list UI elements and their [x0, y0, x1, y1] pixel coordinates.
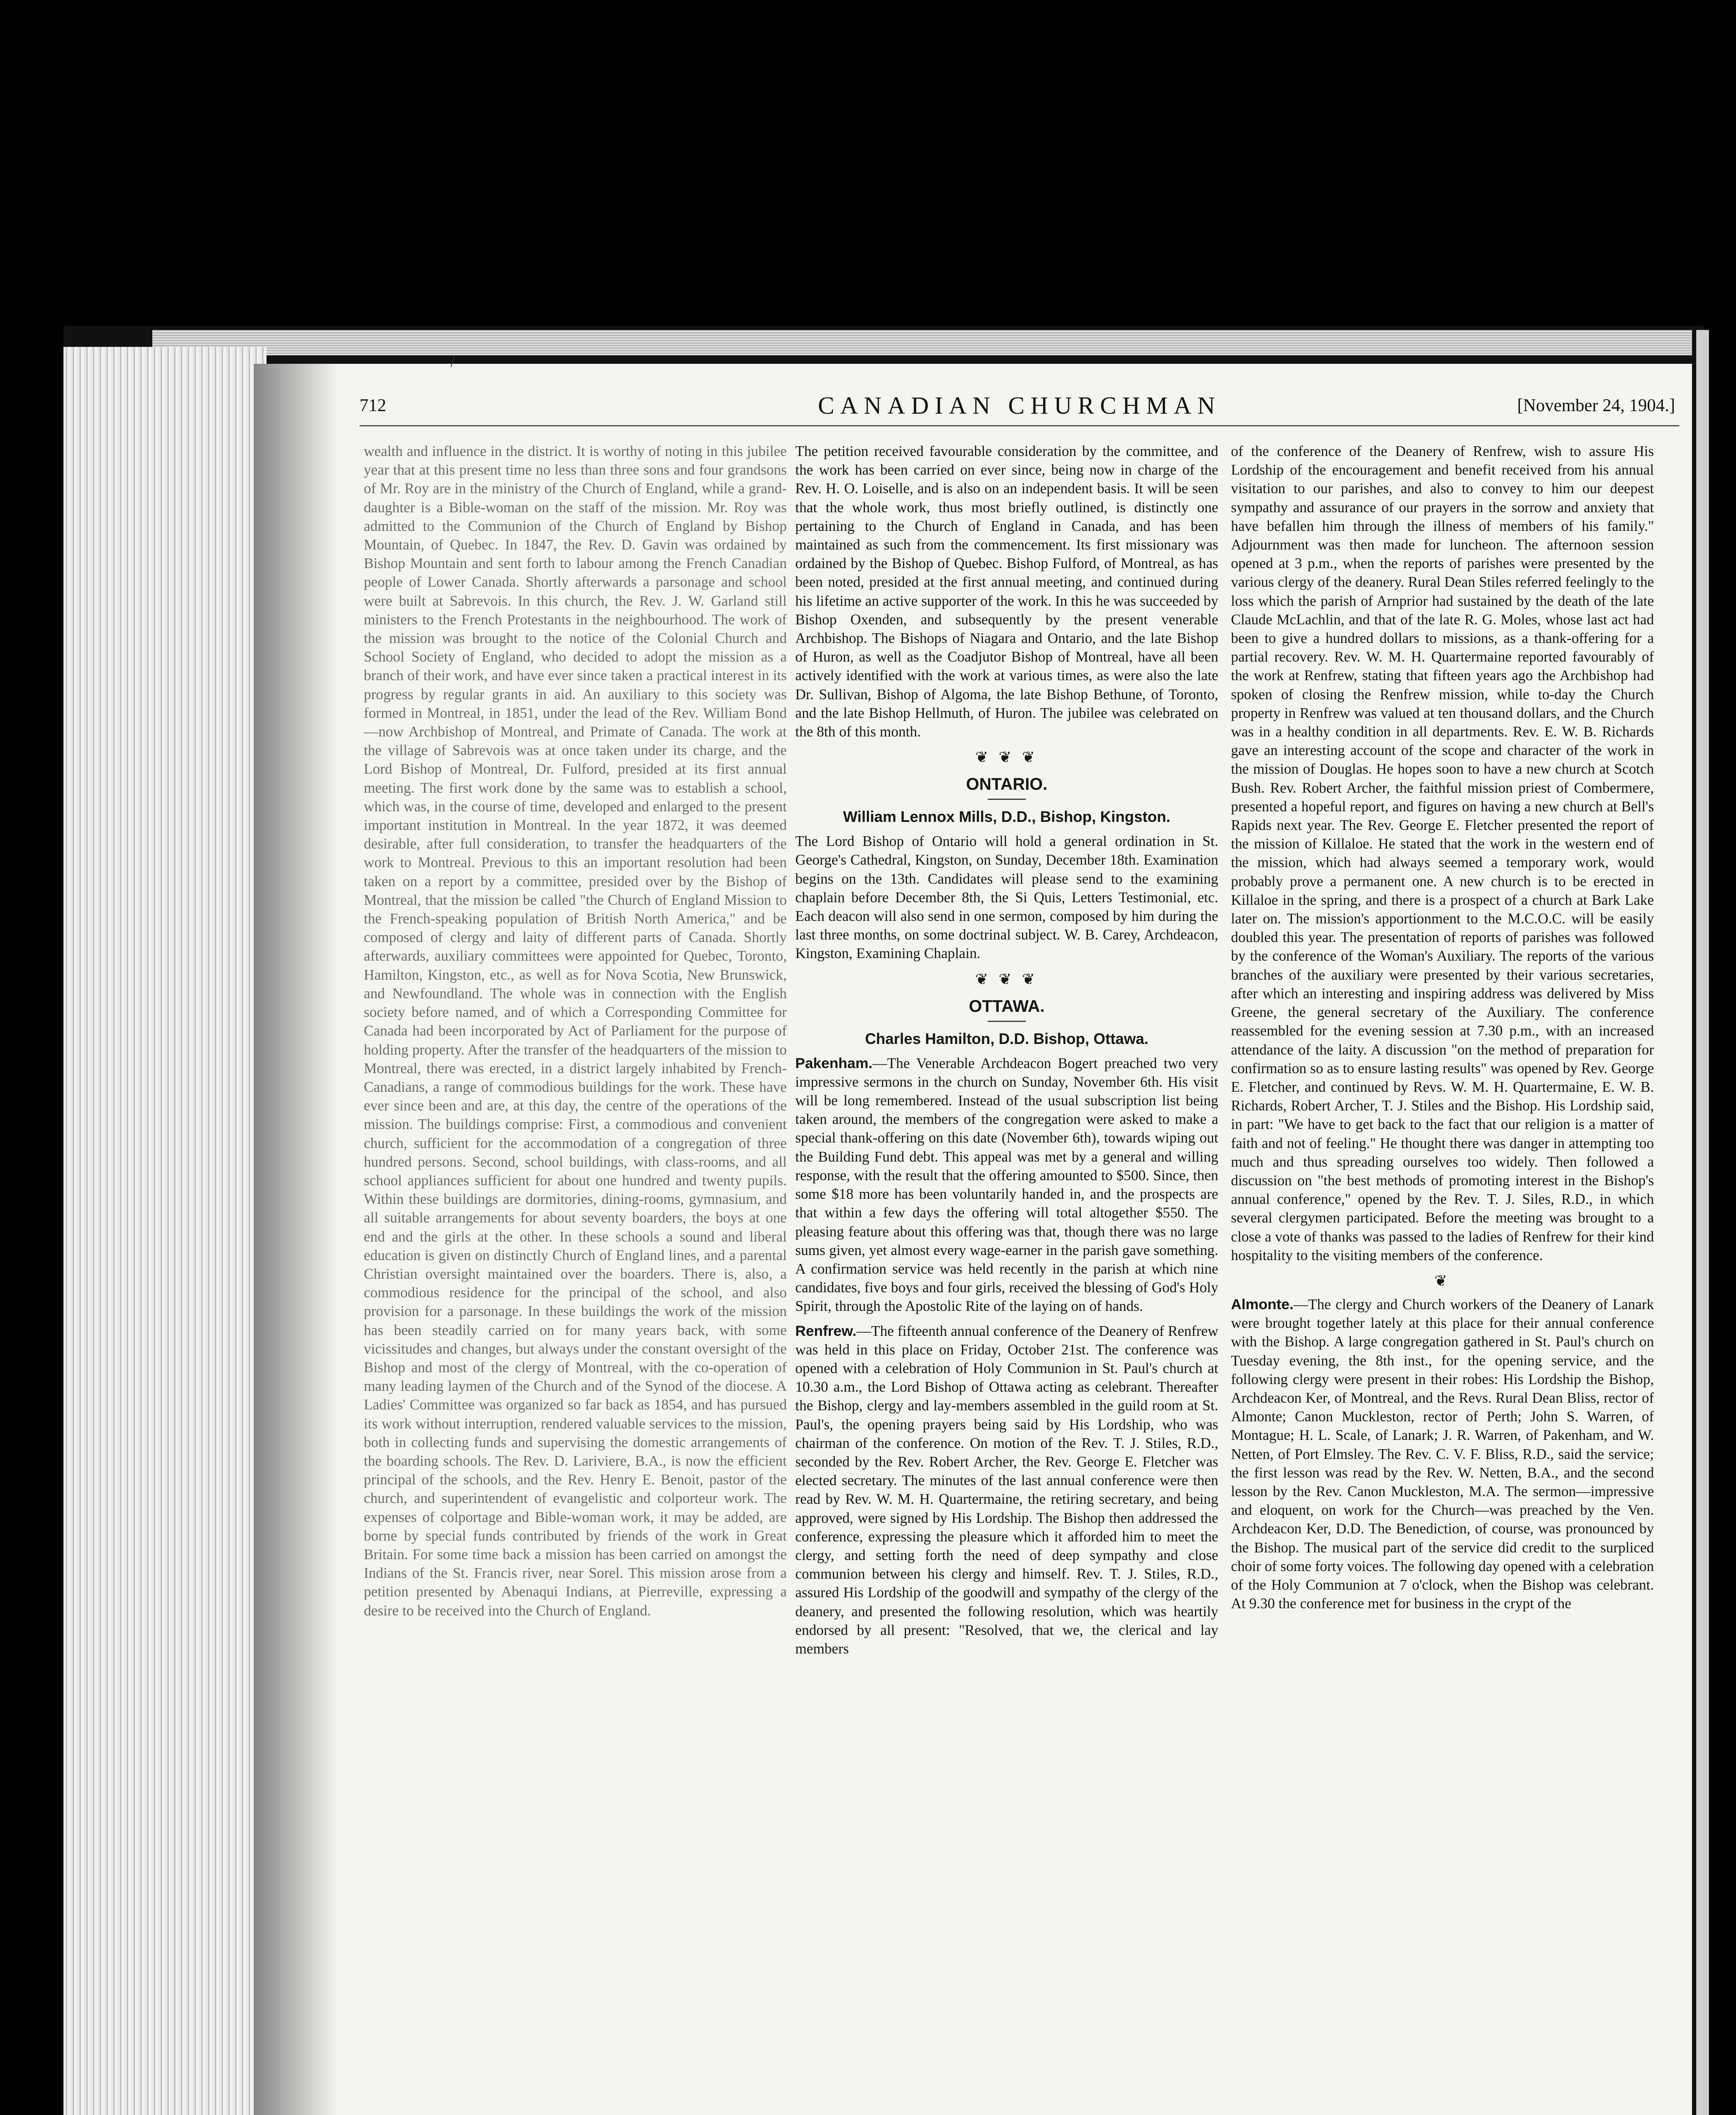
header-rule	[360, 425, 1679, 426]
place-lead: Almonte.	[1231, 1296, 1294, 1313]
article-paragraph: of the conference of the Deanery of Renfrew, wish to assure His Lordship of the encouragement and benefit received from his annual visitation to our parishes, and also to convey to him our deepest sympathy and assurance of our prayers in the sorrow and anxiety that have befallen him through the illness of members of his family." Adjournment was then made for luncheon. The afternoon session opened at 3 p.m., when the reports of parishes were presented by the various clergy of the deanery. Rural Dean Stiles referred feelingly to the loss which the parish of Arnprior had sustained by the death of the late Claude McLachlin, and that of the late R. G. Moles, whose last act had been to give a hundred dollars to missions, as a thank-offering for a partial recovery. Rev. W. M. H. Quartermaine reported favourably of the work at Renfrew, stating that fifteen years ago the Archbishop had spoken of closing the Renfrew mission, while to-day the Church property in Renfrew was valued at ten thousand dollars, and the Church was in a healthy condition in all departments. Rev. E. W. B. Richards gave an interesting account of the scope and character of the work in the mission of Douglas. He hopes soon to have a new church at Scotch Bush. Rev. Robert Archer, the faithful mission priest of Combermere, presented a hopeful report, and figures on having a new church at Bell's Rapids next year. The Rev. George E. Fletcher presented the report of the mission of Killaloe. He stated that the work in the western end of the mission, which had always seemed a temporary work, would probably prove a permanent one. A new church is to be erected in Killaloe in the spring, and there is a prospect of a church at Bark Lake later on. The mission's apportionment to the M.C.O.C. will be easily doubled this year. The presentation of reports of parishes was followed by the conference of the Woman's Auxiliary. The reports of the various branches of the auxiliary were presented by their various secretaries, after which an interesting and inspiring address was delivered by Miss Greene, the general secretary of the Auxiliary. The conference reassembled for the evening session at 7.30 p.m., with an increased attendance of the laity. A discussion "on the method of preparation for confirmation so as to ensure lasting results" was opened by Rev. George E. Fletcher, and continued by Revs. W. M. H. Quartermaine, E. W. B. Richards, Robert Archer, T. J. Stiles and the Bishop. His Lordship said, in part: "We have to get back to the fact that our religion is a matter of faith and not of feeling." He thought there was danger in attempting too much and thus spreading ourselves too widely. Then followed a discussion on "the best methods of promoting interest in the Bishop's annual conference," opened by the Rev. T. J. Siles, R.D., in which several clergymen participated. Before the meeting was brought to a close a vote of thanks was passed to the ladies of Renfrew for their kind hospitality to the visiting members of the conference.	[1231, 443, 1654, 1264]
article-paragraph-pakenham	[795, 1054, 1218, 1316]
page-stack-left-edge	[63, 347, 266, 2115]
article-paragraph: The petition received favourable consideration by the committee, and the work has been carried on ever since, being now in charge of the Rev. H. O. Loiselle, and is also on an independent basis. It will be seen that the whole work, thus most briefly outlined, is distinctly one pertaining to the Church of England in Canada, and has been maintained as such from the commencement. Its first missionary was ordained by the Bishop of Quebec. Bishop Fulford, of Montreal, as has been noted, presided at the first annual meeting, and continued during his lifetime an active supporter of the work. In this he was succeeded by Bishop Oxenden, and subsequently by the present venerable Archbishop. The Bishops of Niagara and Ontario, and the late Bishop of Huron, as well as the Coadjutor Bishop of Montreal, have all been actively identified with the work at various times, as were also the late Dr. Sullivan, Bishop of Algoma, the late Bishop Bethune, of Toronto, and the late Bishop Hellmuth, of Huron. The jubilee was celebrated on the 8th of this month.	[795, 443, 1218, 740]
section-title-ontario: ONTARIO.	[966, 775, 1048, 794]
article-paragraph: The Lord Bishop of Ontario will hold a general ordination in St. George's Cathedral, Kingston, on Sunday, December 18th. Examination begins on the 13th. Candidates will please send to the examining chaplain before December 8th, the Si Quis, Letters Testimonial, etc. Each deacon will also send in one sermon, composed by him during the last three months, on some doctrinal subject. W. B. Carey, Archdeacon, Kingston, Examining Chaplain.	[795, 833, 1218, 962]
section-ornament: ❦	[1434, 1272, 1451, 1289]
paragraph-body: —The clergy and Church workers of the Deanery of Lanark were brought together lately at this place for their annual conference with the Bishop. A large congregation gathered in St. Paul's church on Tuesday evening, the 8th inst., for the opening service, and the following clergy were present in their robes: His Lordship the Bishop, Archdeacon Ker, of Montreal, and the Revs. Rural Dean Bliss, rector of Almonte; Canon Muckleston, rector of Perth; John S. Warren, of Montague; H. L. Scale, of Lanark; J. R. Warren, of Pakenham, and W. Netten, of Port Elmsley. The Rev. C. V. F. Bliss, R.D., said the service; the first lesson was read by the Rev. W. Netten, B.A., and the second lesson by the Rev. Canon Muckleston, M.A. The sermon—impressive and eloquent, on work for the Church—was preached by the Ven. Archdeacon Ker, D.D. The Benediction, of course, was pronounced by the Bishop. The musical part of the service did credit to the surpliced choir of some forty voices. The following day opened with a celebration of the Holy Communion at 7 o'clock, when the Bishop was celebrant. At 9.30 the conference met for business in the crypt of the	[1231, 1296, 1654, 1612]
paragraph-body: —The Venerable Archdeacon Bogert preached two very impressive sermons in the church on Sunday, November 6th. His visit will be long remembered. Instead of the usual subscription list being taken around, the members of the congregation were asked to make a special thank-offering on this date (November 6th), towards wiping out the Building Fund debt. This appeal was met by a general and willing response, with the result that the offering amounted to $500. Since, then some $18 more has been voluntarily handed in, and the prospects are that within a few days the offering will total altogether $550. The pleasing feature about this offering was that, though there was no large sums given, yet almost every wage-earner in the parish gave something. A confirmation service was held recently in the parish at which nine candidates, five boys and four girls, received the blessing of God's Holy Spirit, through the Apostolic Rite of the laying on of hands.	[795, 1055, 1218, 1315]
issue-date: [November 24, 1904.]	[1517, 396, 1675, 415]
spine-shadow	[254, 364, 338, 2115]
folio-mark: /	[450, 352, 456, 371]
column-left	[364, 442, 787, 1620]
short-rule	[988, 1021, 1026, 1022]
bishop-heading-ontario: William Lennox Mills, D.D., Bishop, Kingston.	[843, 808, 1170, 826]
page-header	[360, 392, 1679, 425]
short-rule	[988, 799, 1026, 800]
place-lead: Renfrew.	[795, 1323, 857, 1339]
page-right-edge	[1696, 330, 1709, 2115]
place-lead: Pakenham.	[795, 1055, 873, 1071]
section-title-ottawa: OTTAWA.	[969, 997, 1045, 1016]
section-ornament: ❦ ❦ ❦	[975, 970, 1038, 988]
section-ornament: ❦ ❦ ❦	[975, 749, 1038, 766]
masthead-title: CANADIAN CHURCHMAN	[818, 392, 1221, 419]
paragraph-body: —The fifteenth annual conference of the Deanery of Renfrew was held in this place on Friday, October 21st. The conference was opened with a celebration of Holy Communion in St. Paul's church at 10.30 a.m., the Lord Bishop of Ottawa acting as celebrant. Thereafter the Bishop, clergy and lay-members assembled in the guild room at St. Paul's, the opening prayers being said by His Lordship, who was chairman of the conference. On motion of the Rev. T. J. Stiles, R.D., seconded by the Rev. Robert Archer, the Rev. George E. Fletcher was elected secretary. The minutes of the last annual conference were then read by Rev. W. M. H. Quartermaine, the retiring secretary, and being approved, were signed by His Lordship. The Bishop then addressed the conference, expressing the pleasure which it afforded him to meet the clergy, and setting forth the need of deep sympathy and close communion between his clergy and himself. Rev. T. J. Stiles, R.D., assured His Lordship of the goodwill and sympathy of the clergy of the deanery, and presented the following resolution, which was heartily endorsed by all present: "Resolved, that we, the clerical and lay members	[795, 1323, 1218, 1657]
article-paragraph: wealth and influence in the district. It is worthy of noting in this jubilee year that at this present time no less than three sons and four grandsons of Mr. Roy are in the ministry of the Church of England, while a grand-daughter is a Bible-woman on the staff of the mission. Mr. Roy was admitted to the Communion of the Church of England by Bishop Mountain, of Quebec. In 1847, the Rev. D. Gavin was ordained by Bishop Mountain and sent forth to labour among the French Canadian people of Lower Canada. Shortly afterwards a parsonage and school were built at Sabrevois. In this church, the Rev. J. W. Garland still ministers to the French Protestants in the neighbourhood. The work of the mission was brought to the notice of the Colonial Church and School Society of England, who decided to adopt the mission as a branch of their work, and have ever since taken a practical interest in its progress by regular grants in aid. An auxiliary to this society was formed in Montreal, in 1851, under the lead of the Rev. William Bond—now Archbishop of Montreal, and Primate of Canada. The work at the village of Sabrevois was at once taken under its charge, and the Lord Bishop of Montreal, Dr. Fulford, presided at its first annual meeting. The first work done by the same was to establish a school, which was, in the course of time, developed and enlarged to the present important institution in Montreal. In the year 1872, it was deemed desirable, after full consideration, to transfer the headquarters of the work to Montreal. Previous to this an important resolution had been taken on a report by a committee, presided over by the Bishop of Montreal, that the mission be called "the Church of England Mission to the French-speaking population of British North America," and be composed of clergy and laity of different parts of Canada. Shortly afterwards, auxiliary committees were appointed for Quebec, Toronto, Hamilton, Kingston, etc., as well as for Nova Scotia, New Brunswick, and Newfoundland. The whole was in connection with the English society before named, and of which a Corresponding Committee for Canada had been incorporated by Act of Parliament for the purpose of holding property. After the transfer of the headquarters of the mission to Montreal, there was erected, in a district largely inhabited by French-Canadians, a range of commodious buildings for the work. These have ever since been and are, at this day, the centre of the operations of the mission. The buildings comprise: First, a commodious and convenient church, sufficient for the accommodation of a congregation of three hundred persons. Second, school buildings, with class-rooms, and all school appliances sufficient for about one hundred and twenty pupils. Within these buildings are dormitories, dining-rooms, gymnasium, and all suitable arrangements for about seventy boarders, the boys at one end and the girls at the other. In these schools a sound and liberal education is given on distinctly Church of England lines, and a parental Christian oversight maintained over the boarders. There is, also, a commodious residence for the principal of the school, and also provision for a parsonage. In these buildings the work of the mission has been steadily carried on for many years back, with some vicissitudes and changes, but always under the constant oversight of the Bishop and most of the clergy of Montreal, with the co-operation of many leading laymen of the Church and of the Synod of the diocese. A Ladies' Committee was organized so far back as 1854, and has pursued its work without interruption, rendered valuable services to the mission, both in collecting funds and supervising the domestic arrangements of the boarding schools. The Rev. D. Lariviere, B.A., is now the efficient principal of the schools, and the Rev. Henry E. Benoit, pastor of the church, and superintendent of evangelistic and colporteur work. The expenses of colportage and Bible-woman work, it may be added, are borne by special funds contributed by friends of the work in Great Britain. For some time back a mission has been carried on amongst the Indians of the St. Francis river, near Sorel. This mission arose from a petition presented by Abenaqui Indians, at Pierreville, expressing a desire to be received into the Church of England.	[364, 443, 787, 1619]
bishop-heading-ottawa: Charles Hamilton, D.D. Bishop, Ottawa.	[865, 1030, 1149, 1047]
page-stack-top-edge	[152, 330, 1692, 355]
page-number: 712	[360, 396, 386, 415]
column-middle	[795, 442, 1218, 1658]
article-paragraph-almonte	[1231, 1295, 1654, 1613]
article-paragraph-renfrew	[795, 1322, 1218, 1659]
column-right	[1231, 442, 1654, 1613]
